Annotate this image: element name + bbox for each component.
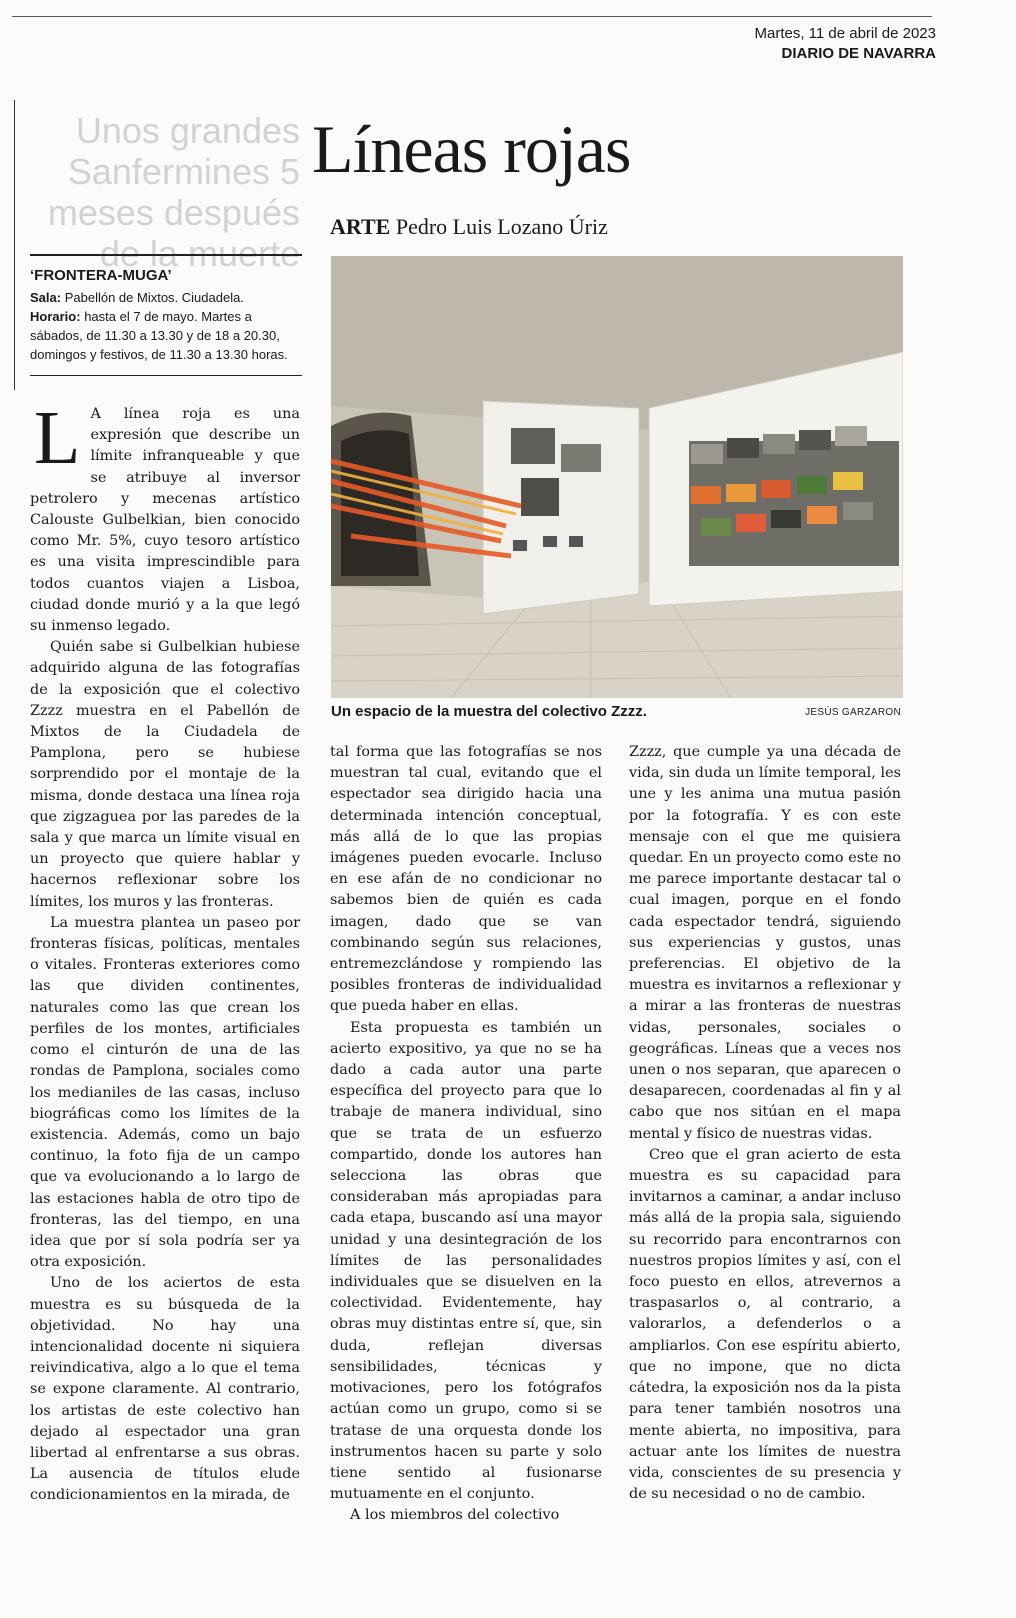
factbox-title: ‘FRONTERA-MUGA’ [30,267,172,284]
lead-text: A línea roja es una expresión que describe un límite infranqueable y que se atribuye al inversor petrolero y mecenas artístico Calouste Gulbelkian, bien conocido como Mr. 5%, cuyo tesoro artístico es una visita imprescindible para todos cuantos viajen a Lisboa, ciudad donde murió y a la que legó su inmenso legado. [30,406,300,635]
horario-value: hasta el 7 de mayo. Martes a sábados, de 11.30 a 13.30 y de 18 a 20.30, domingos y festivos, de 11.30 a 13.30 horas. [30,309,288,362]
photo-caption-block [331,703,903,721]
section-label: ARTE [330,214,391,239]
author-name: Pedro Luis Lozano Úriz [395,214,608,239]
photo-caption: Un espacio de la muestra del colectivo Zzzz. [331,703,647,720]
horario-label: Horario: [30,309,81,324]
top-rule [12,16,932,17]
factbox-rule [30,375,302,376]
drop-cap: L [34,396,81,480]
article-column-2 [330,742,602,1527]
exhibition-photo [331,256,903,698]
factbox-sala [30,288,302,307]
factbox-horario [30,307,302,364]
article-column-3 [629,742,901,1505]
byline [330,214,608,240]
sala-label: Sala: [30,290,62,305]
body-paragraph: A los miembros del colectivo [350,1507,560,1524]
column-divider [14,100,15,390]
body-paragraph: Quién sabe si Gulbelkian hubiese adquirido alguna de las fotografías de la exposición que el colectivo Zzzz muestra en el Pabellón de Mixtos de la Ciudadela de Pamplona, pero se hubiese sorprendido por el montaje de la misma, donde destaca una línea roja que zigzaguea por las paredes de la sala y que marca un límite visual en un proyecto que quiere hablar y hacernos reflexionar sobre los límites, los muros y las fronteras. [30,639,300,910]
article-column-1 [30,396,300,1507]
body-paragraph [30,396,300,637]
body-paragraph: La muestra plantea un paseo por fronteras físicas, políticas, mentales o vitales. Fronteras exteriores como las que dividen continentes, naturales como las que crean los perfiles de los montes, artificiales como el cinturón de una de las rondas de Pamplona, sociales como los medianiles de las casas, incluso biográficas como los límites de la existencia. Además, como un bajo continuo, la foto fija de un campo que va evolucionando a lo largo de las estaciones habla de otro tipo de fronteras, las del tiempo, en una idea que por sí sola podría ser ya otra exposición. [30,914,300,1271]
page-header [754,24,936,64]
issue-date: Martes, 11 de abril de 2023 [754,25,936,42]
body-paragraph: tal forma que las fotografías se nos muestran tal cual, evitando que el espectador sea dirigido hacia una determinada intención conceptual, más allá de lo que las propias imágenes pueden evocarle. Incluso en ese afán de no condicionar no sabemos bien de quién es cada imagen, dado que se van combinando según sus relaciones, entremezclándose y rompiendo las posibles fronteras de individualidad que pueda haber en ellas. [330,744,602,1015]
exhibition-factbox [30,254,302,364]
photo-credit: JESÚS GARZARON [805,707,901,718]
body-paragraph: Creo que el gran acierto de esta muestra es su capacidad para invitarnos a caminar, a andar incluso más allá de la propia sala, siguiendo su recorrido para encontrarnos con nuestros propios límites y así, con el foco puesto en ellos, atrevernos a traspasarlos o, al contrario, a valorarlos, a defenderlos o a ampliarlos. Con ese espíritu abierto, que no impone, que no dicta cátedra, la exposición nos da la pista para tener también nosotros una mente abierta, no impositiva, para actuar ante los límites de nuestra vida, conscientes de su presencia y de su necesidad o no de cambio. [629,1146,901,1503]
article-title: Líneas rojas [312,111,631,187]
bleed-through-headline: Unos grandes Sanfermines 5 meses después de la muerte [47,110,300,274]
newspaper-name: DIARIO DE NAVARRA [781,45,936,62]
sala-value: Pabellón de Mixtos. Ciudadela. [64,290,244,305]
body-paragraph: Uno de los aciertos de esta muestra es su búsqueda de la objetividad. No hay una intencionalidad docente ni siquiera reivindicativa, algo a lo que el tema se expone claramente. Al contrario, los artistas de este colectivo han dejado al espectador una gran libertad al enfrentarse a sus obras. La ausencia de títulos elude condicionamientos en la mirada, de [30,1275,300,1504]
body-paragraph: Zzzz, que cumple ya una década de vida, sin duda un límite temporal, les une y les anima una mutua pasión por la fotografía. Y es con este mensaje con el que me quisiera quedar. En un proyecto como este no me parece importante destacar tal o cual imagen, porque en el fondo cada espectador tendrá, siguiendo sus experiencias y gustos, unas preferencias. El objetivo de la muestra es invitarnos a reflexionar y a mirar a las fronteras de nuestras vidas, personales, sociales o geográficas. Líneas que a veces nos unen o nos separan, que aparecen o desaparecen, coordenadas al fin y al cabo que nos sitúan en el mapa mental y físico de nuestras vidas. [629,744,901,1142]
body-paragraph: Esta propuesta es también un acierto expositivo, ya que no se ha dado a cada autor una parte específica del proyecto para que lo trabaje de manera individual, sino que se trata de un esfuerzo compartido, donde los autores han selecciona las obras que consideraban más apropiadas para cada etapa, buscando así una mayor unidad y una desintegración de los límites de las personalidades individuales que se disuelven en la colectividad. Evidentemente, hay obras muy distintas entre sí, que, sin duda, reflejan diversas sensibilidades, técnicas y motivaciones, pero los fotógrafos actúan como un grupo, como si se tratase de una orquesta donde los instrumentos hacen su parte y solo tiene sentido al fusionarse mutuamente en el conjunto. [330,1019,602,1503]
